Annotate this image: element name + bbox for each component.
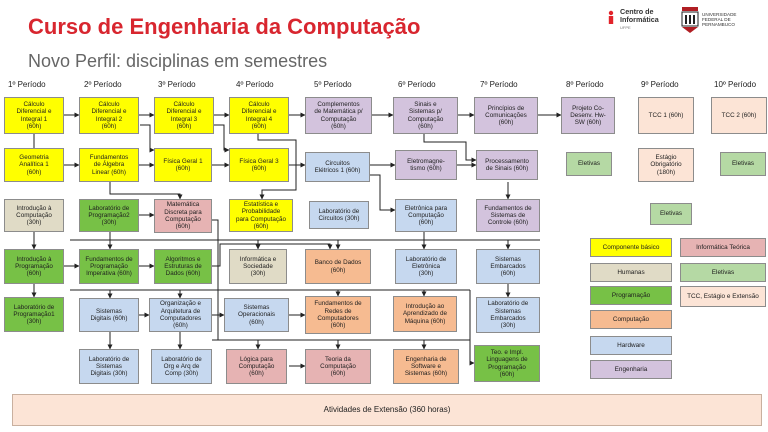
course-processamento-sinais: Processamento de Sinais (60h) — [476, 150, 538, 180]
course-fundamentos-algebra: Fundamentos de Álgebra Linear (60h) — [79, 148, 139, 182]
course-calculo-3: Cálculo Diferencial e Integral 3 (60h) — [154, 97, 214, 134]
legend-engenharia: Engenharia — [590, 360, 672, 379]
period-label-1: 1º Período — [8, 80, 46, 89]
ufpe-logo-text: UNIVERSIDADE FEDERAL DE PERNAMBUCO — [702, 12, 737, 28]
course-laboratorio-programacao-1: Laboratório de Programação1 (30h) — [4, 297, 64, 332]
course-fisica-geral-1: Física Geral 1 (60h) — [154, 148, 212, 182]
legend-informatica-teorica: Informática Teórica — [680, 238, 766, 257]
course-tcc-1: TCC 1 (60h) — [638, 97, 694, 134]
course-fundamentos-programacao: Fundamentos de Programação Imperativa (60h) — [79, 249, 139, 284]
course-engenharia-software: Engenharia de Software e Sistemas (60h) — [393, 349, 459, 384]
course-sistemas-embarcados: Sistemas Embarcados (60h) — [476, 249, 540, 284]
course-laboratorio-org-arq: Laboratório de Org e Arq de Comp (30h) — [151, 349, 212, 384]
course-laboratorio-eletronica: Laboratório de Eletrônica (30h) — [395, 249, 457, 284]
course-informatica-sociedade: Informática e Sociedade (30h) — [229, 249, 287, 284]
legend-componente-basico: Componente básico — [590, 238, 672, 257]
course-algoritmos-estruturas: Algoritmos e Estruturas de Dados (60h) — [154, 249, 212, 284]
page-subtitle: Novo Perfil: disciplinas em semestres — [28, 51, 328, 71]
period-label-10: 10º Período — [714, 80, 757, 89]
extension-activities-bar: Atividades de Extensão (360 horas) — [12, 394, 762, 426]
link-calc2-fis1 — [140, 125, 154, 150]
course-calculo-1: Cálculo Diferencial e Integral 1 (60h) — [4, 97, 64, 134]
course-fundamentos-redes: Fundamentos de Redes de Computadores (60h) — [305, 296, 371, 334]
period-label-3: 3º Período — [158, 80, 196, 89]
legend-programacao: Programação — [590, 286, 672, 305]
course-laboratorio-sistemas-embarcados: Laboratório de Sistemas Embarcados (30h) — [476, 297, 540, 333]
course-eletivas-8: Eletivas — [566, 152, 612, 176]
legend-hardware: Hardware — [590, 336, 672, 355]
period-label-8: 8º Período — [566, 80, 604, 89]
course-eletivas-9: Eletivas — [650, 203, 692, 225]
legend-humanas: Humanas — [590, 263, 672, 282]
period-label-4: 4º Período — [236, 80, 274, 89]
course-eletromagnetismo: Eletromagne- tismo (60h) — [395, 150, 457, 180]
course-principios-comunicacoes: Princípios de Comunicações (60h) — [474, 97, 538, 134]
course-laboratorio-sistemas-digitais: Laboratório de Sistemas Digitais (30h) — [79, 349, 139, 384]
course-projeto-codesenv: Projeto Co- Desenv. Hw- SW (60h) — [561, 97, 615, 134]
course-circuitos-eletricos: Circuitos Elétricos 1 (60h) — [305, 152, 370, 182]
page-title: Curso de Engenharia da Computação — [28, 14, 421, 39]
course-fisica-geral-3: Física Geral 3 (60h) — [229, 148, 289, 182]
course-banco-dados: Banco de Dados (60h) — [305, 249, 371, 284]
course-fundamentos-controle: Fundamentos de Sistemas de Controle (60h) — [476, 199, 540, 232]
course-organizacao-arquitetura: Organização e Arquitetura de Computadores (60h) — [149, 298, 212, 332]
course-estatistica-probabilidade: Estatística e Probabilidade para Computação (60h) — [229, 199, 293, 232]
link-circ1-eletcomp — [370, 175, 395, 210]
course-estagio-obrigatorio: Estágio Obrigatório (180h) — [638, 148, 694, 182]
period-label-2: 2º Período — [84, 80, 122, 89]
legend-eletivas: Eletivas — [680, 263, 766, 282]
course-complementos-matematica: Complementos de Matemática p/ Computação (60h) — [305, 97, 372, 134]
course-calculo-4: Cálculo Diferencial e Integral 4 (60h) — [229, 97, 289, 134]
course-aprendizado-maquina: Introdução ao Aprendizado de Máquina (60h) — [393, 296, 457, 332]
link-calc3-fis3 — [214, 125, 229, 150]
course-introducao-programacao: Introdução à Programação (60h) — [4, 249, 64, 284]
course-sinais-sistemas: Sinais e Sistemas p/ Computação (60h) — [393, 97, 458, 134]
course-introducao-computacao: Introdução à Computação (30h) — [4, 199, 64, 232]
period-label-6: 6º Período — [398, 80, 436, 89]
period-label-5: 5º Período — [314, 80, 352, 89]
course-logica-computacao: Lógica para Computação (60h) — [226, 349, 287, 384]
legend-computacao: Computação — [590, 310, 672, 329]
course-matematica-discreta: Matemática Discreta para Computação (60h) — [154, 199, 212, 233]
course-geometria-analitica: Geometria Analítica 1 (60h) — [4, 148, 64, 182]
cin-logo-text: Centro de Informática — [620, 7, 659, 24]
course-sistemas-digitais: Sistemas Digitais (60h) — [79, 298, 139, 332]
course-eletronica-computacao: Eletrônica para Computação (60h) — [395, 199, 457, 232]
legend-tcc-estagio-extensao: TCC, Estágio e Extensão — [680, 286, 766, 307]
course-sistemas-operacionais: Sistemas Operacionais (60h) — [224, 298, 289, 332]
link-fundalg-matdisc — [110, 182, 180, 199]
course-laboratorio-circuitos: Laboratório de Circuitos (30h) — [309, 201, 369, 229]
course-teoria-computacao: Teoria da Computação (60h) — [305, 349, 371, 384]
course-eletivas-10: Eletivas — [720, 152, 766, 176]
period-label-7: 7º Período — [480, 80, 518, 89]
link-matdisc-logica — [212, 220, 218, 340]
course-calculo-2: Cálculo Diferencial e Integral 2 (60h) — [79, 97, 139, 134]
cin-logo-sub: UFPE — [620, 25, 631, 30]
course-teoria-linguagens: Teo. e Impl. Linguagens de Programação (60h) — [474, 345, 540, 382]
course-laboratorio-programacao-2: Laboratório de Programação2 (30h) — [79, 199, 139, 232]
course-tcc-2: TCC 2 (60h) — [711, 97, 767, 134]
period-label-9: 9º Período — [641, 80, 679, 89]
